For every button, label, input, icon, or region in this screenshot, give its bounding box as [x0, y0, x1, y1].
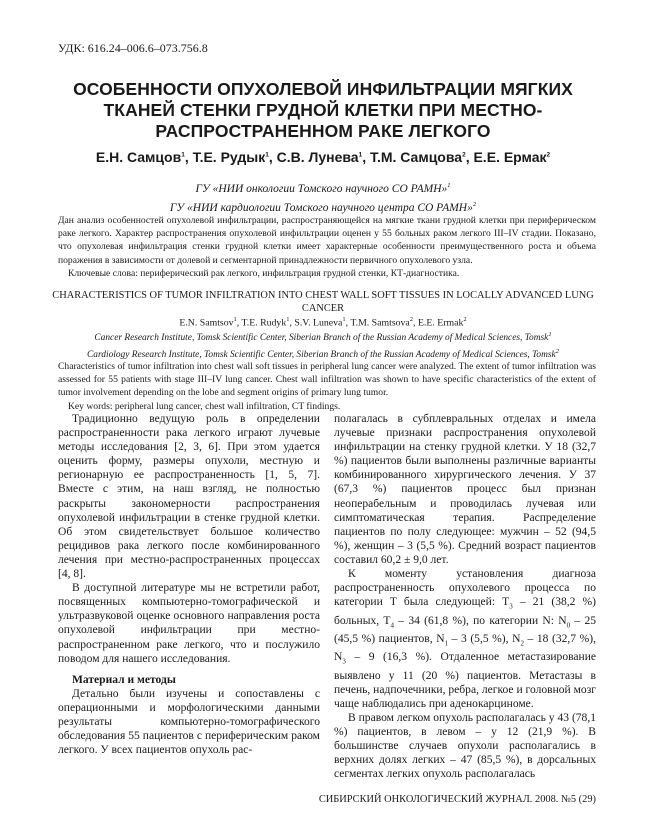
body-paragraph: Детально были изучены и сопоставлены с операционными и морфологическими данными результаты компьютерно-томографического обследования 55 пациентов с периферическим раком легкого. У всех пациентов опухоль рас-: [58, 687, 320, 757]
body-paragraph-staging: К моменту установления диагноза распространенность опухолевого процесса по категории T была следующей: $T_3 - 21$ (38,2 %) больных, $T_4 - 34$ (61,8 %), по категории N: $N_0 - 25$ (45,5 %) пациентов, $N_1 - 3$ (5,5 %), $N_2 - 18$ (32,7 %), $N_3 - 9$ (16,3 %). Отдаленное метастазирование выявлено у 11 (20 %) пациентов. Метастазы в печень, надпочечники, ребра, легкое и головной мозг чаще наблюдались при аденокарциноме.: [334, 568, 597, 710]
section-heading-methods: Материал и методы: [72, 673, 176, 686]
article-title-en: CHARACTERISTICS OF TUMOR INFILTRATION INTO CHEST WALL SOFT TISSUES IN LOCALLY ADVANCED LUNG CANCER: [52, 290, 594, 314]
affiliations-ru: [40, 178, 606, 216]
abstract-en-text: Characteristics of tumor infiltration into chest wall soft tissues in peripheral lung cancer were analyzed. The extent of tumor infiltration was assessed for 55 patients with stage III–IV lung cancer. Chest wall infiltration was shown to have specific characteristics of the extent of tumor involvement depending on the lobe and segment origins of primary lung tumor.: [58, 361, 596, 399]
author-2: Т.Е. Рудык$^1$: [192, 149, 269, 165]
affiliation-en-2: Cardiology Research Institute, Tomsk Scientific Center, Siberian Branch of the Russian Academy of Medical Sciences, Tomsk$^2$: [87, 348, 559, 361]
body-paragraph: В правом легком опухоль располагалась у 43 (78,1 %) пациентов, в левом – у 12 (21,9 %). В большинстве случаев опухоли располагались в верхних долях легких – 47 (85,5 %), в дорсальных сегментах легких опухоль располагалась: [334, 712, 596, 781]
journal-footer: СИБИРСКИЙ ОНКОЛОГИЧЕСКИЙ ЖУРНАЛ. 2008. №5 (29): [318, 794, 596, 805]
abstract-ru: [58, 214, 596, 280]
body-paragraph: Традиционно ведущую роль в определении распространенности рака легкого играют лучевые методы исследования [2, 3, 6]. При этом удается оценить форму, размеры опухоли, местную и регионарную ее распространенность [1, 5, 7]. Вместе с этим, на наш взгляд, не полностью раскрыты закономерности распространения опухолевой инфильтрации в стенке грудной клетки. Об этом свидетельствует большое количество рецидивов рака легкого после комбинированного лечения при местно-распространенных процессах [4, 8].: [58, 413, 320, 581]
author-3: С.В. Лунева$^1$: [276, 149, 363, 165]
affiliations-en: [40, 328, 606, 362]
body-paragraph: В доступной литературе мы не встретили работ, посвященных компьютерно-томографической и ультразвуковой оценке основного направления роста опухолевой инфильтрации при местно-распространенном раке легкого, что и послужило поводом для нашего исследования.: [58, 582, 320, 665]
body-column-left: [58, 412, 320, 757]
article-title-ru: ОСОБЕННОСТИ ОПУХОЛЕВОЙ ИНФИЛЬТРАЦИИ МЯГКИХ ТКАНЕЙ СТЕНКИ ГРУДНОЙ КЛЕТКИ ПРИ МЕСТНО-РАСПРОСТРАНЕННОМ РАКЕ ЛЕГКОГО: [73, 79, 573, 141]
affiliation-1: ГУ «НИИ онкологии Томского научного СО РАМН»$^1$: [195, 182, 451, 195]
abstract-en: [58, 360, 596, 413]
body-column-right: [334, 412, 596, 782]
affiliation-en-1: Cancer Research Institute, Tomsk Scientific Center, Siberian Branch of the Russian Academy of Medical Sciences, Tomsk$^1$: [94, 331, 552, 344]
authors-en: E.N. Samtsov$^1$, T.E. Rudyk$^1$, S.V. Luneva$^1$, T.M. Samtsova$^2$, E.E. Ermak$^2$: [179, 316, 467, 329]
abstract-ru-text: Дан анализ особенностей опухолевой инфильтрации, распространяющейся на мягкие ткани грудной клетки при периферическом раке легкого. Характер распространения опухолевой инфильтрации оценен у 55 больных раком легкого III–IV стадии. Показано, что опухолевая инфильтрация стенки грудной клетки имеет характерные особенности преимущественного роста и объема поражения в зависимости от долевой и сегментарной принадлежности первичного опухолевого узла.: [58, 215, 596, 266]
authors-ru: Е.Н. Самцов$^1$, Т.Е. Рудык$^1$, С.В. Лунева$^1$, Т.М. Самцова$^2$, Е.Е. Ермак$^2$: [95, 149, 551, 165]
author-4: Т.М. Самцова$^2$: [369, 149, 466, 165]
body-paragraph: полагалась в субплевральных отделах и имела лучевые признаки распространения опухолевой инфильтрации на стенку грудной клетки. У 18 (32,7 %) пациентов были выполнены различные варианты комбинированного хирургического лечения. У 37 (67,3 %) пациентов процесс был признан неоперабельным и проводилась лучевая или симптоматическая терапия. Распределение пациентов по полу следующее: мужчин – 52 (94,5 %), женщин – 3 (5,5 %). Средний возраст пациентов составил 60,2 ± 9,0 лет.: [334, 413, 596, 566]
author-5: Е.Е. Ермак$^2$: [473, 149, 551, 165]
keywords-en: Key words: peripheral lung cancer, chest wall infiltration, CT findings.: [68, 400, 341, 412]
author-1: Е.Н. Самцов$^1$: [95, 149, 185, 165]
keywords-ru: Ключевые слова: периферический рак легкого, инфильтрация грудной стенки, КТ-диагностика.: [68, 267, 460, 279]
udc-code: УДК: 616.24–006.6–073.756.8: [58, 41, 208, 55]
affiliation-2: ГУ «НИИ кардиологии Томского научного центра СО РАМН»$^2$: [169, 200, 477, 214]
